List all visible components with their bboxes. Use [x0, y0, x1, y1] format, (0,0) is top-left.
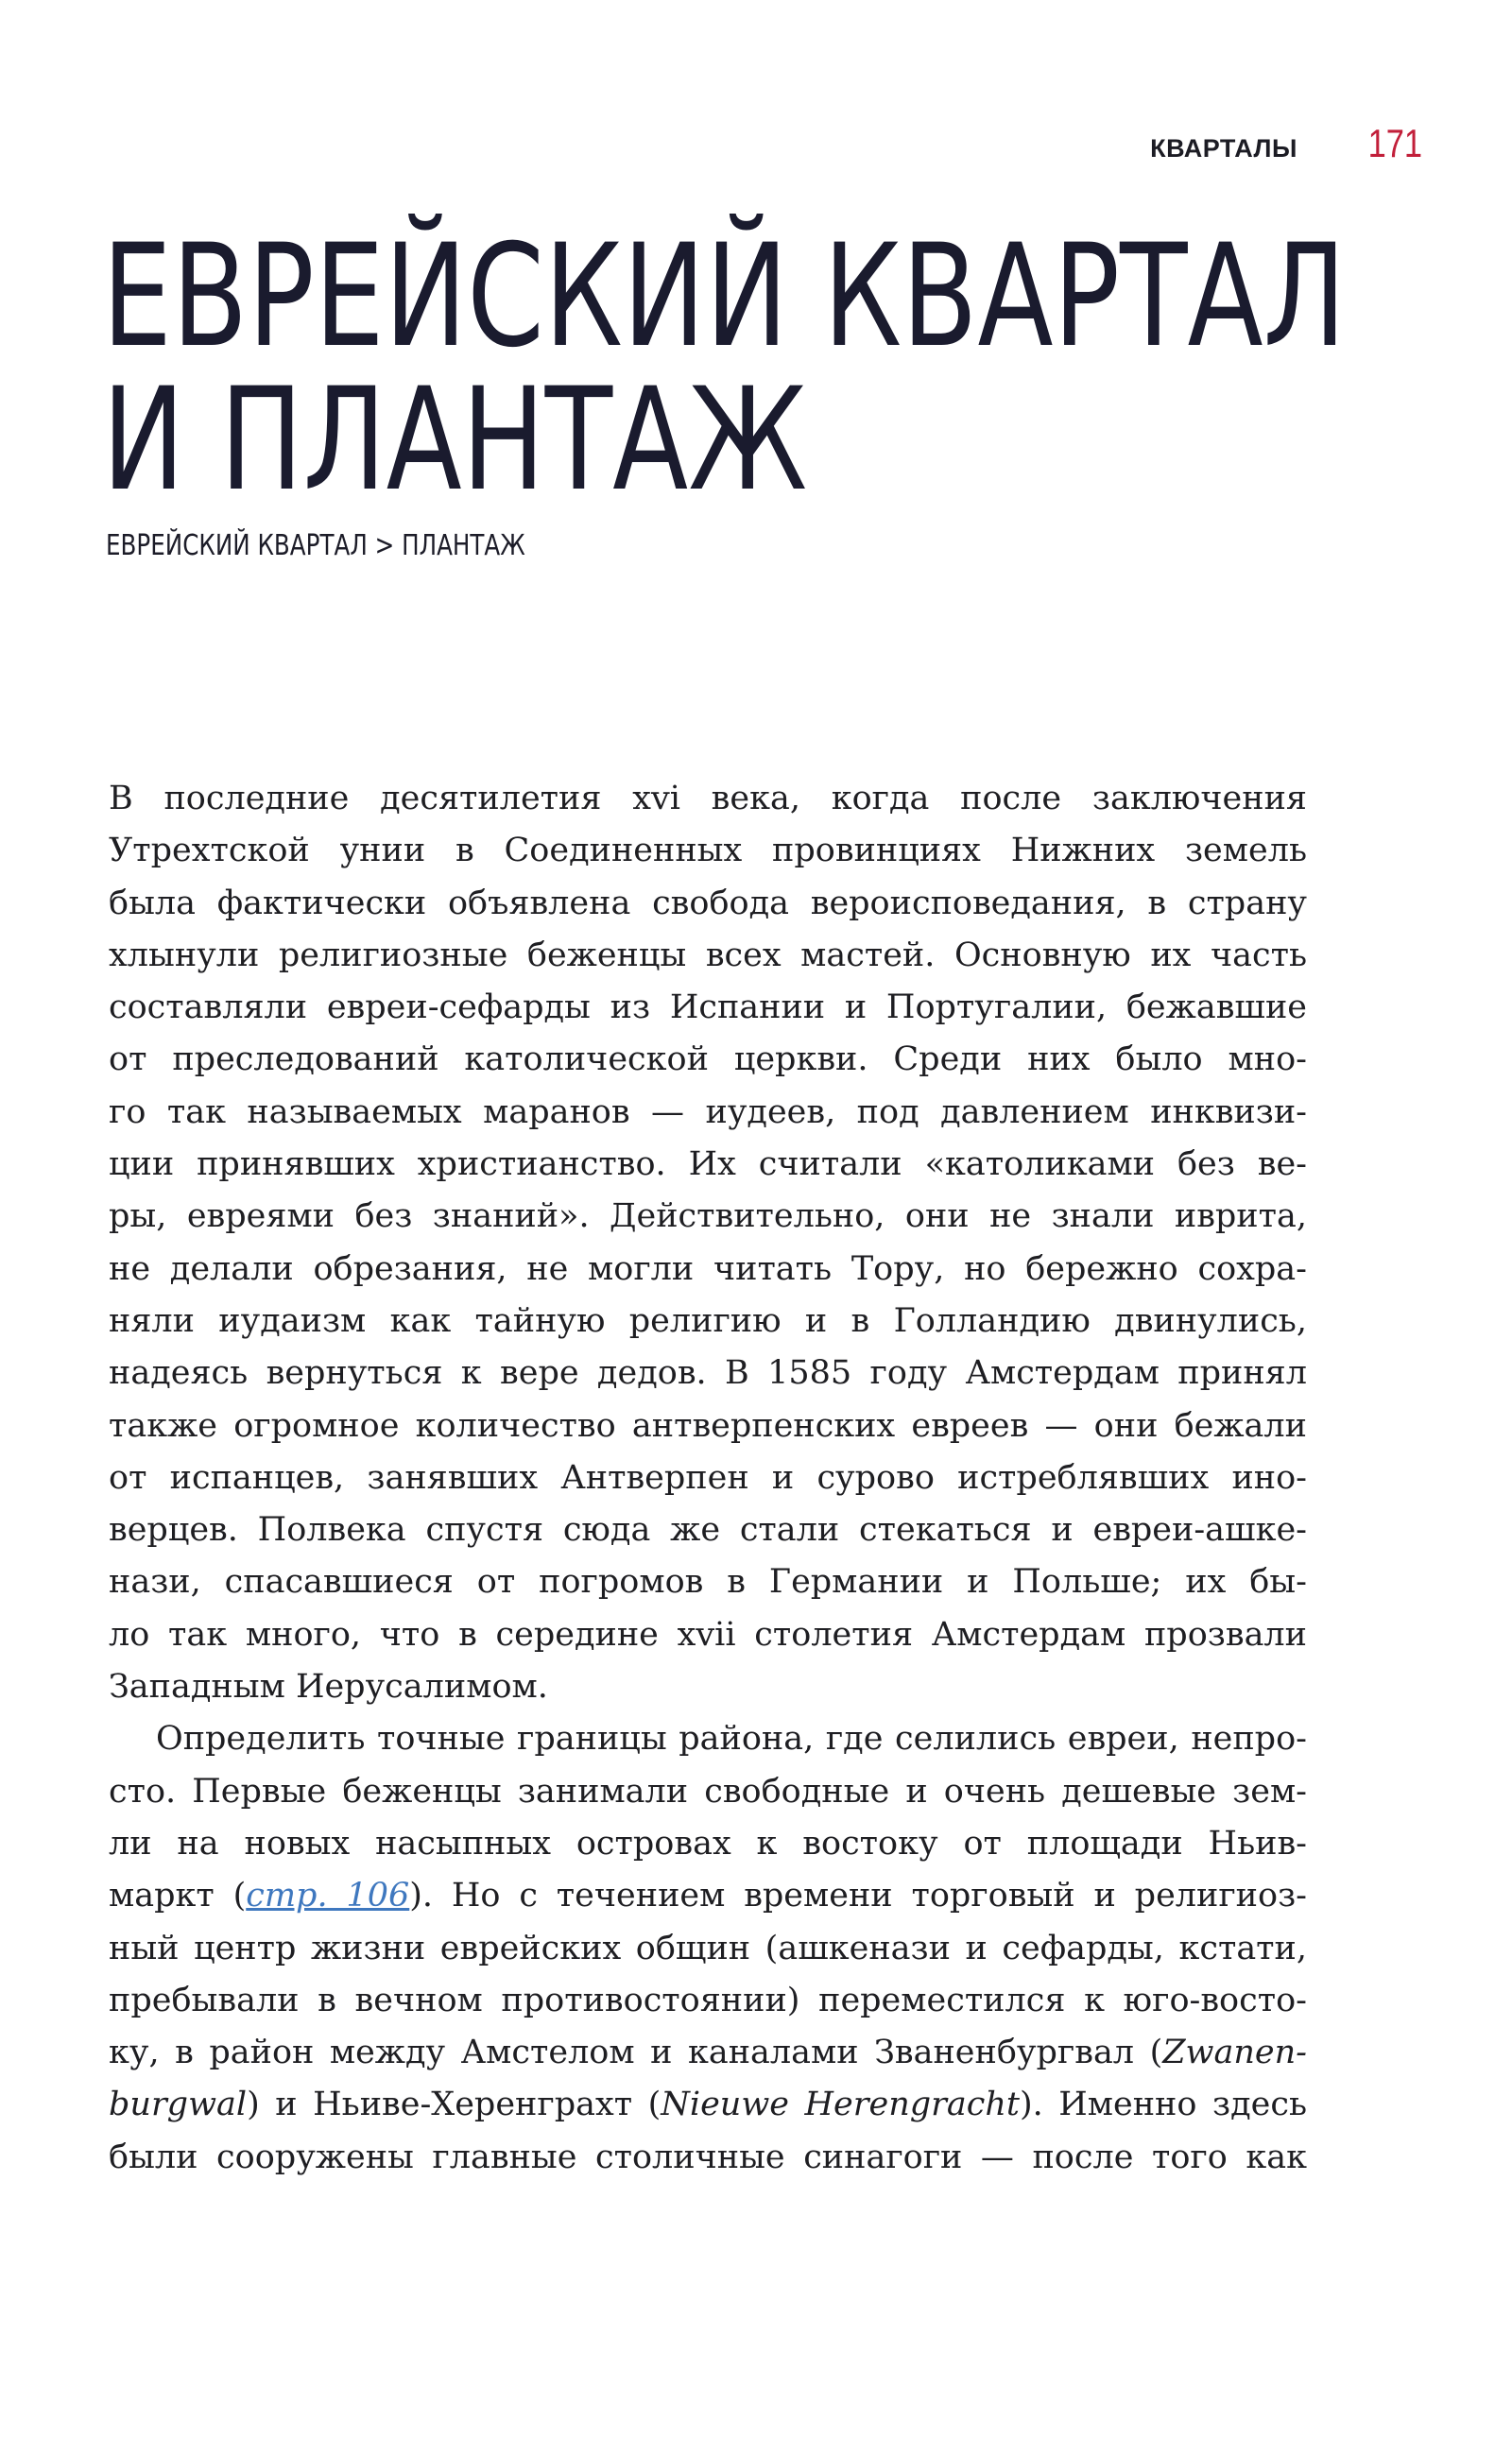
text-line: также огромное количество антверпенских евреев — они бежали: [109, 1406, 1307, 1445]
breadcrumb: ЕВРЕЙСКИЙ КВАРТАЛ > ПЛАНТАЖ: [106, 529, 525, 562]
italic-term: burgwal: [109, 2086, 248, 2124]
text-line: сто. Первые беженцы занимали свободные и очень дешевые зем-: [109, 1772, 1307, 1811]
text-line: ло так много, что в середине xvii столетия Амстердам прозвали: [109, 1615, 1307, 1654]
text-line: была фактически объявлена свобода вероисповедания, в страну: [109, 884, 1307, 922]
text-line: няли иудаизм как тайную религию и в Голландию двинулись,: [109, 1301, 1307, 1340]
text-line: ры, евреями без знаний». Действительно, они не знали иврита,: [109, 1197, 1307, 1236]
chapter-title-line-1: ЕВРЕЙСКИЙ КВАРТАЛ: [102, 215, 1347, 379]
italic-term: Zwanen-: [1162, 2034, 1307, 2072]
text-line: ции принявших христианство. Их считали «католиками без ве-: [109, 1145, 1307, 1184]
text-line: от преследований католической церкви. Среди них было мно-: [109, 1040, 1307, 1079]
text-fragment: ку, в район между Амстелом и каналами Званенбургвал (: [109, 2034, 1163, 2072]
text-line: пребывали в вечном противостоянии) переместился к юго-восто-: [109, 1981, 1307, 2019]
text-line: Западным Иерусалимом.: [109, 1668, 548, 1707]
text-line: ли на новых насыпных островах к востоку от площади Ньив-: [109, 1824, 1307, 1863]
text-line: верцев. Полвека спустя сюда же стали стекаться и евреи-ашке-: [109, 1511, 1307, 1550]
italic-term: Nieuwe Herengracht: [661, 2086, 1020, 2124]
text-line: нази, спасавшиеся от погромов в Германии и Польше; их бы-: [109, 1563, 1307, 1602]
text-line: го так называемых маранов — иудеев, под давлением инквизи-: [109, 1092, 1307, 1131]
text-fragment: ) и Ньиве-Херенграхт (: [247, 2086, 662, 2124]
text-line: [109, 2027, 1307, 2079]
paragraph-1: [109, 773, 1307, 1713]
text-line: [109, 2079, 1307, 2131]
text-line: были сооружены главные столичные синагоги — после того как: [109, 2138, 1307, 2176]
body-text: [109, 773, 1307, 2184]
text-line: от испанцев, занявших Антверпен и сурово истреблявших ино-: [109, 1458, 1307, 1497]
section-name: КВАРТАЛЫ: [1150, 134, 1297, 163]
page-number: 171: [1367, 121, 1422, 165]
text-line: [109, 1870, 1307, 1922]
text-line: надеясь вернуться к вере дедов. В 1585 году Амстердам принял: [109, 1354, 1307, 1393]
paragraph-2: [109, 1713, 1307, 2184]
text-line: хлынули религиозные беженцы всех мастей. Основную их часть: [109, 936, 1307, 974]
text-line: Утрехтской унии в Соединенных провинциях Нижних земель: [109, 832, 1307, 870]
text-line: Определить точные границы района, где селились евреи, непро-: [156, 1720, 1307, 1759]
text-fragment: маркт (: [109, 1877, 247, 1915]
text-line: В последние десятилетия xvi века, когда после заключения: [109, 780, 1307, 817]
chapter-title: [102, 215, 1347, 523]
text-line: ный центр жизни еврейских общин (ашкенази и сефарды, кстати,: [109, 1929, 1307, 1967]
text-fragment: ). Но с течением времени торговый и религиоз-: [409, 1877, 1307, 1915]
text-line: составляли евреи-сефарды из Испании и Португалии, бежавшие: [109, 988, 1307, 1027]
running-header: [1150, 121, 1422, 166]
text-fragment: ). Именно здесь: [1019, 2086, 1307, 2124]
page-reference-link[interactable]: стр. 106: [246, 1877, 410, 1915]
text-line: не делали обрезания, не могли читать Тору, но бережно сохра-: [109, 1249, 1307, 1288]
chapter-title-line-2: И ПЛАНТАЖ: [102, 358, 808, 523]
